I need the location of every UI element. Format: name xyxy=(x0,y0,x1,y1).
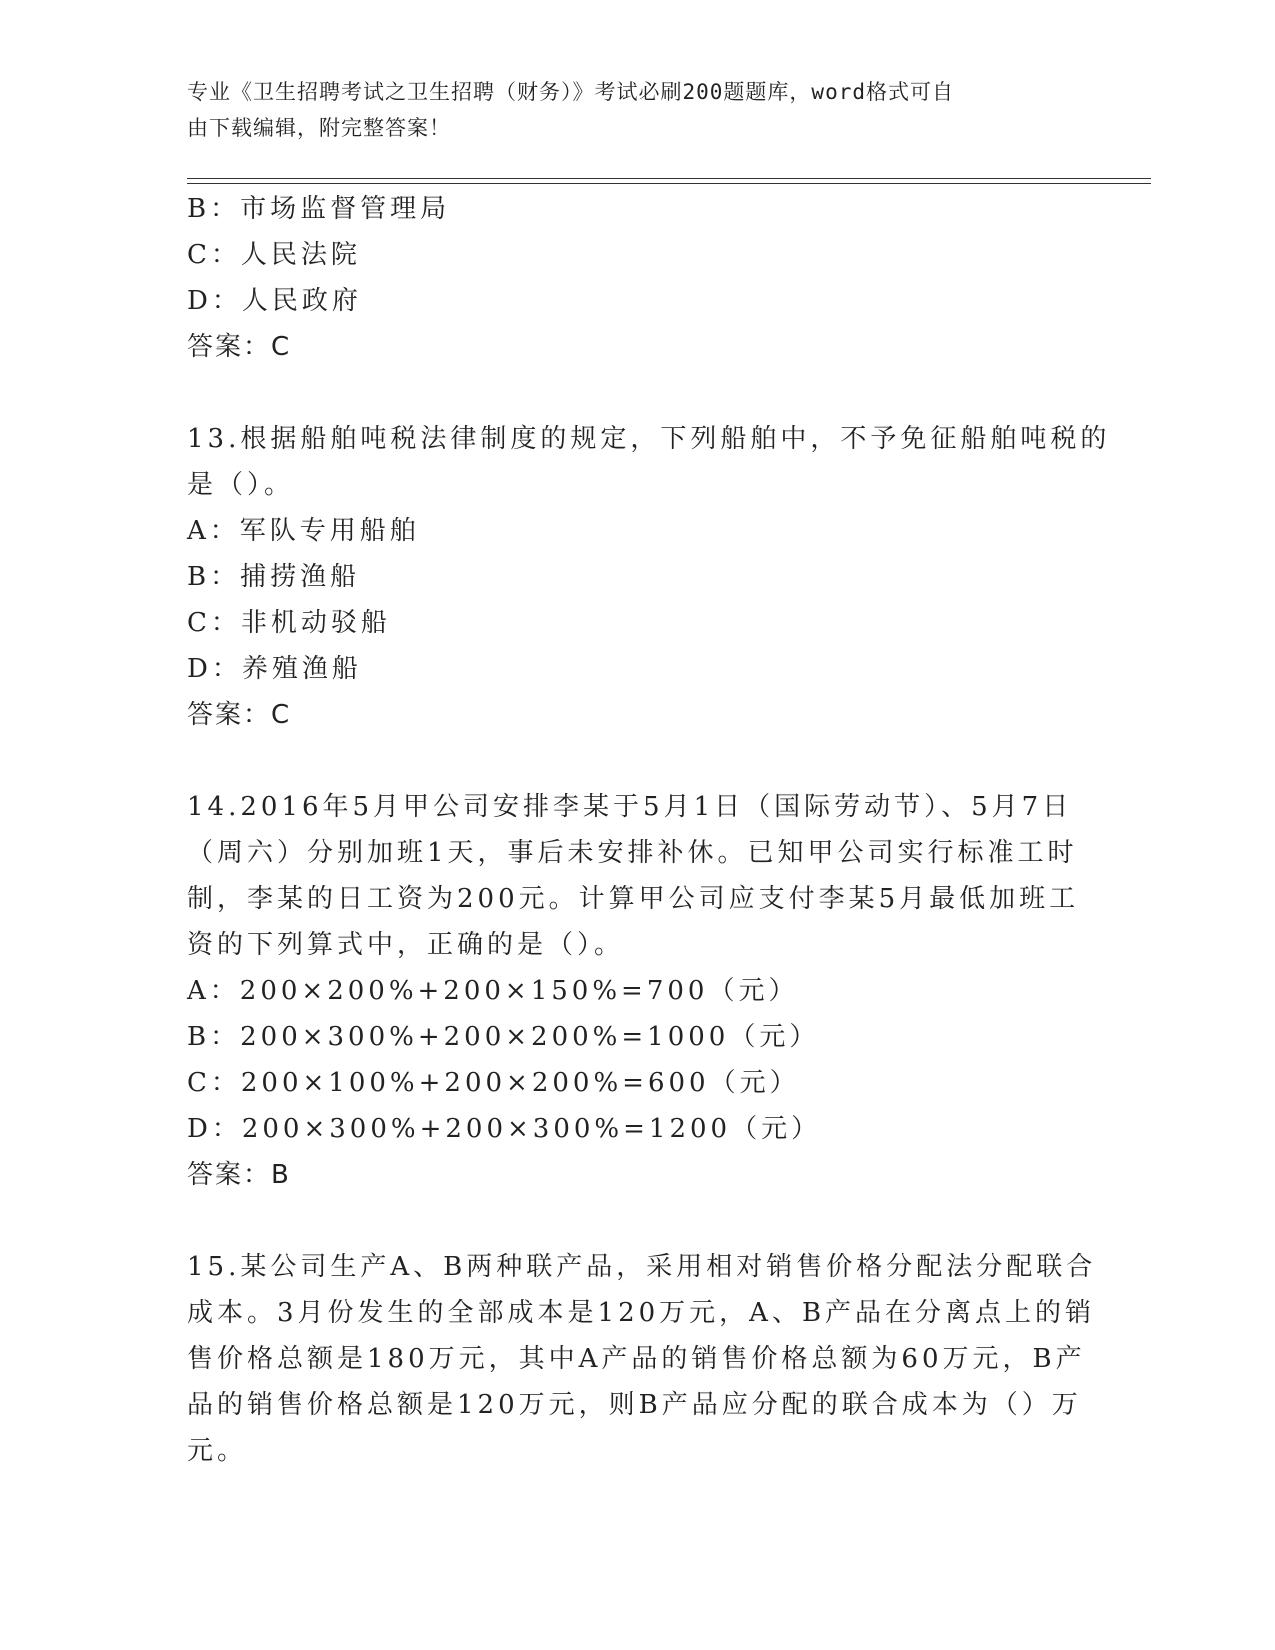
option-d: D：养殖渔船 xyxy=(187,654,362,684)
question-stem-line: 元。 xyxy=(187,1436,248,1466)
question-stem-line: 品的销售价格总额是120万元，则B产品应分配的联合成本为（）万 xyxy=(187,1390,1082,1420)
option-b: B：捕捞渔船 xyxy=(187,562,361,592)
header-divider-top xyxy=(187,178,1151,179)
answer: 答案：C xyxy=(187,332,292,362)
question-stem-line: 是（）。 xyxy=(187,470,295,500)
option-c: C：非机动驳船 xyxy=(187,608,391,638)
question-stem-line: 成本。3月份发生的全部成本是120万元，A、B产品在分离点上的销 xyxy=(187,1298,1096,1328)
option-a: A：军队专用船舶 xyxy=(187,516,420,546)
question-stem-line: 资的下列算式中，正确的是（）。 xyxy=(187,930,625,960)
question-13 xyxy=(187,416,1111,738)
question-12-tail xyxy=(187,186,1087,370)
answer: 答案：B xyxy=(187,1160,291,1190)
option-b: B：市场监督管理局 xyxy=(187,194,451,224)
option-c: C：人民法院 xyxy=(187,240,361,270)
header-line-2: 由下载编辑，附完整答案！ xyxy=(187,116,451,140)
answer: 答案：C xyxy=(187,700,292,730)
option-d: D：人民政府 xyxy=(187,286,362,316)
option-b: B：200×300%+200×200%=1000（元） xyxy=(187,1022,820,1052)
question-stem-line: 15.某公司生产A、B两种联产品，采用相对销售价格分配法分配联合 xyxy=(187,1252,1097,1282)
question-stem-line: （周六）分别加班1天，事后未安排补休。已知甲公司实行标准工时 xyxy=(187,838,1078,868)
question-15 xyxy=(187,1244,1097,1474)
option-a: A：200×200%+200×150%=700（元） xyxy=(187,976,799,1006)
header-line-1: 专业《卫生招聘考试之卫生招聘（财务）》考试必刷200题题库，word格式可自 xyxy=(187,80,954,104)
question-stem-line: 售价格总额是180万元，其中A产品的销售价格总额为60万元，B产 xyxy=(187,1344,1086,1374)
question-14 xyxy=(187,784,1087,1198)
document-header xyxy=(187,74,1067,146)
option-d: D：200×300%+200×300%=1200（元） xyxy=(187,1114,822,1144)
question-stem-line: 制，李某的日工资为200元。计算甲公司应支付李某5月最低加班工 xyxy=(187,884,1080,914)
option-c: C：200×100%+200×200%=600（元） xyxy=(187,1068,800,1098)
question-list xyxy=(187,186,1111,1474)
header-divider-bottom xyxy=(187,183,1151,184)
question-stem-line: 14.2016年5月甲公司安排李某于5月1日（国际劳动节）、5月7日 xyxy=(187,792,1073,822)
question-stem-line: 13.根据船舶吨税法律制度的规定，下列船舶中，不予免征船舶吨税的 xyxy=(187,424,1111,454)
